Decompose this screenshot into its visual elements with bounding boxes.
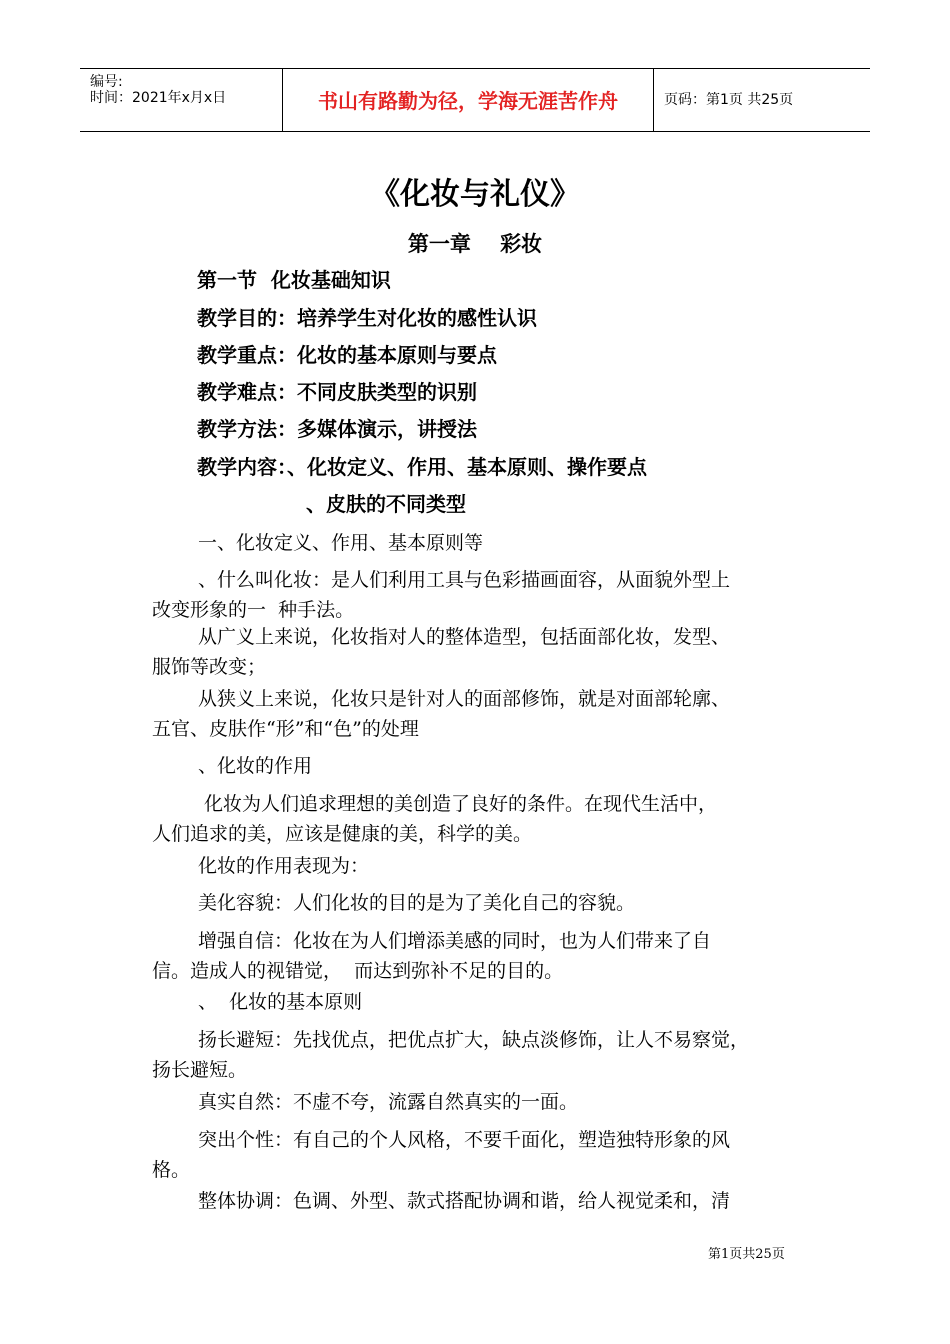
paragraph-line: 信。造成人的视错觉， 而达到弥补不足的目的。 [152,960,564,982]
paragraph-line: 、什么叫化妆：是人们利用工具与色彩描画面容，从面貌外型上 [198,569,731,591]
paragraph-what-is-makeup [152,565,798,625]
paragraph-function-intro [152,851,798,881]
header-page-cell [654,69,870,131]
paragraph-line: 整体协调：色调、外型、款式搭配协调和谐，给人视觉柔和，清 [198,1190,731,1212]
teaching-methods: 教学方法：多媒体演示，讲授法 [197,417,477,441]
paragraph-line: 人们追求的美，应该是健康的美，科学的美。 [152,823,533,845]
paragraph-line: 格。 [152,1159,191,1181]
paragraph-line: 扬长避短。 [152,1059,248,1081]
chapter-heading: 第一章 彩妆 [407,232,543,256]
teaching-objective: 教学目的：培养学生对化妆的感性认识 [197,306,537,330]
document-header [80,68,870,132]
paragraph-line: 化妆为人们追求理想的美创造了良好的条件。在现代生活中， [198,793,718,815]
teaching-content: 教学内容：、化妆定义、作用、基本原则、操作要点 [197,455,647,479]
header-motto-cell [282,69,654,131]
paragraph-highlight-strengths [152,1025,798,1085]
paragraph-line: 从广义上来说，化妆指对人的整体造型，包括面部化妆，发型、 [198,626,731,648]
paragraph-line: 突出个性：有自己的个人风格，不要千面化，塑造独特形象的风 [198,1129,731,1151]
document-title: 《化妆与礼仪》 [370,177,580,212]
paragraph-individuality [152,1125,798,1185]
section-heading: 第一节 化妆基础知识 [197,268,391,292]
teaching-content-continued: 、皮肤的不同类型 [306,492,466,516]
header-meta-cell [80,69,282,131]
paragraph-beautify-appearance [152,888,798,918]
paragraph-line: 美化容貌：人们化妆的目的是为了美化自己的容貌。 [198,892,636,914]
paragraph-boost-confidence [152,926,798,986]
heading-basic-principles [152,987,798,1017]
header-motto: 书山有路勤为径，学海无涯苦作舟 [318,89,618,113]
document-number-label: 编号: [90,74,123,90]
document-date-label: 时间：2021年x月x日 [90,90,227,106]
paragraph-line: 扬长避短：先找优点，把优点扩大，缺点淡修饰，让人不易察觉， [198,1029,750,1051]
paragraph-line: 、 化妆的基本原则 [198,991,363,1013]
paragraph-natural [152,1087,798,1117]
paragraph-line: 服饰等改变； [152,656,267,678]
paragraph-harmony [152,1186,798,1216]
page-footer: 第1页共25页 [708,1247,785,1262]
paragraph-line: 真实自然：不虚不夸，流露自然真实的一面。 [198,1091,579,1113]
paragraph-broad-sense [152,622,798,682]
paragraph-line: 改变形象的一 种手法。 [152,599,355,621]
teaching-difficulties: 教学难点：不同皮肤类型的识别 [197,380,477,404]
paragraph-line: 化妆的作用表现为： [198,855,370,877]
paragraph-line: 一、化妆定义、作用、基本原则等 [198,532,484,554]
heading-makeup-function [152,751,798,781]
paragraph-line: 从狭义上来说，化妆只是针对人的面部修饰，就是对面部轮廓、 [198,688,731,710]
paragraph-beauty-pursuit [152,789,798,849]
paragraph-line: 增强自信：化妆在为人们增添美感的同时，也为人们带来了自 [198,930,712,952]
teaching-key-points: 教学重点：化妆的基本原则与要点 [197,343,497,367]
paragraph-narrow-sense [152,684,798,744]
paragraph-line: 五官、皮肤作“形”和“色”的处理 [152,718,419,740]
header-page-info: 页码：第1页 共25页 [664,92,794,108]
paragraph-line: 、化妆的作用 [198,755,313,777]
heading-definition [152,528,798,558]
